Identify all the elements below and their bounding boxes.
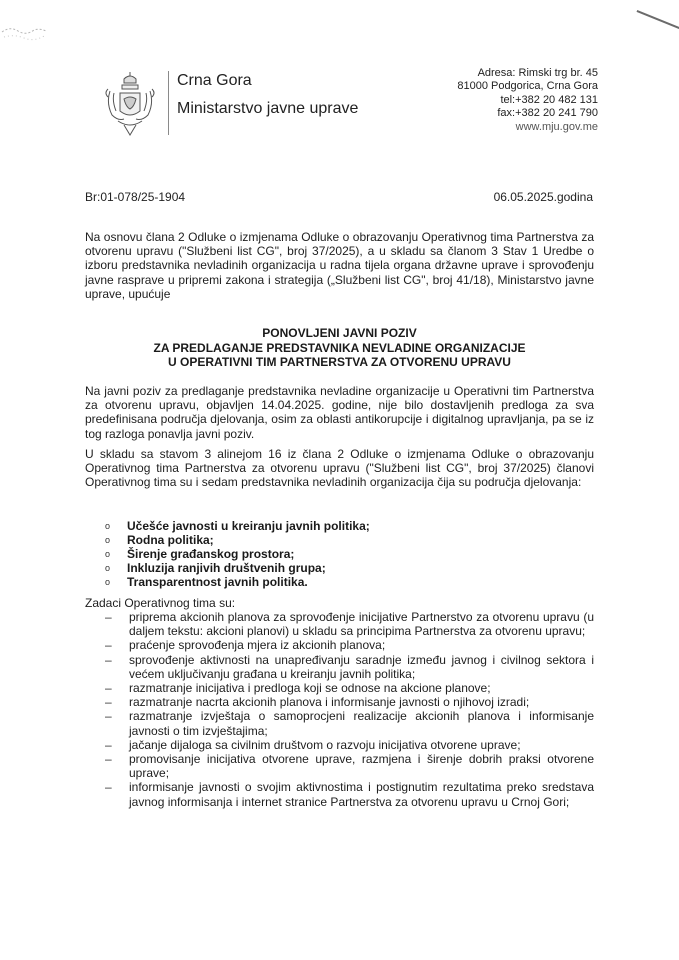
scan-smudge-mark xyxy=(0,22,48,44)
bullet-circle-icon: o xyxy=(105,563,111,573)
list-item: – razmatranje inicijativa i predloga koji se odnose na akcione planove; xyxy=(105,681,491,696)
title-line-3: U OPERATIVNI TIM PARTNERSTVA ZA OTVORENU UPRAVU xyxy=(168,355,511,369)
intro-paragraph: Na osnovu člana 2 Odluke o izmjenama Odluke o obrazovanju Operativnog tima Partnerstva za otvorenu upravu ("Službeni list CG", broj 37/2025), a u skladu sa članom 3 Stav 1 Uredbe o izboru predstavnika nevladinih organizacija u radna tijela organa državne uprave i sprovođenju javne rasprave u pripremi zakona i strategija („Službeni list CG", broj 41/18), Ministarstvo javne uprave, upućuje xyxy=(85,230,594,301)
country-name: Crna Gora xyxy=(177,72,252,89)
bullet-circle-icon: o xyxy=(105,549,111,559)
ministry-name: Ministarstvo javne uprave xyxy=(177,100,359,117)
list-item: o Širenje građanskog prostora; xyxy=(105,547,295,561)
letterhead-logo-block xyxy=(104,67,358,143)
reference-line xyxy=(85,190,593,204)
dash-bullet-icon: – xyxy=(105,752,112,767)
address-line-2: 81000 Podgorica, Crna Gora xyxy=(457,80,598,93)
letterhead-contact-block xyxy=(457,67,598,134)
reference-number: Br:01-078/25-1904 xyxy=(85,190,186,204)
list-item: – praćenje sprovođenja mjera iz akcionih planova; xyxy=(105,638,386,653)
list-item: o Rodna politika; xyxy=(105,533,214,547)
second-paragraph: Na javni poziv za predlaganje predstavnika nevladine organizacije u Operativni tim Partnerstva za otvorenu upravu, objavljen 14.04.2025. godine, nije bilo dostavljenih predloga za sva predefinisana područja djelovanja, osim za oblasti antikorupcije i digitalnog upravljanja, pa se iz tog razloga ponavlja javni poziv. xyxy=(85,384,594,441)
tasks-list xyxy=(105,610,594,809)
dash-bullet-icon: – xyxy=(105,652,112,667)
areas-of-activity-list xyxy=(105,519,370,589)
list-item: – jačanje dijaloga sa civilnim društvom o razvoju inicijativa otvorene uprave; xyxy=(105,737,521,752)
dash-bullet-icon: – xyxy=(105,695,112,710)
document-title xyxy=(85,326,594,370)
list-item: – sprovođenje aktivnosti na unapređivanju saradnje između javnog i civilnog sektora i većem uključivanju građana u kreiranju javnih politika; xyxy=(105,652,594,681)
bullet-circle-icon: o xyxy=(105,535,111,545)
website-link[interactable]: www.mju.gov.me xyxy=(515,120,598,133)
list-item: o Inkluzija ranjivih društvenih grupa; xyxy=(105,561,326,575)
coat-of-arms-icon xyxy=(104,71,156,137)
dash-bullet-icon: – xyxy=(105,638,112,653)
dash-bullet-icon: – xyxy=(105,709,112,724)
bullet-circle-icon: o xyxy=(105,577,111,587)
title-line-2: ZA PREDLAGANJE PREDSTAVNIKA NEVLADINE ORGANIZACIJE xyxy=(153,340,526,355)
scan-corner-line xyxy=(637,10,679,29)
list-item: – razmatranje nacrta akcionih planova i informisanje javnosti o njihovoj izradi; xyxy=(105,695,530,710)
title-line-1: PONOVLJENI JAVNI POZIV xyxy=(262,326,417,340)
list-item: – promovisanje inicijativa otvorene uprave, razmjena i širenje dobrih praksi otvorene uprave; xyxy=(105,752,594,781)
document-date: 06.05.2025.godina xyxy=(493,190,593,204)
list-item: o Učešće javnosti u kreiranju javnih politika; xyxy=(105,519,370,533)
letterhead-divider xyxy=(168,71,169,135)
dash-bullet-icon: – xyxy=(105,737,112,752)
list-item: – razmatranje izvještaja o samoprocjeni realizacije akcionih planova i informisanje javnosti o tim izvještajima; xyxy=(105,709,594,738)
telephone: tel:+382 20 482 131 xyxy=(500,93,598,106)
dash-bullet-icon: – xyxy=(105,780,112,795)
third-paragraph: U skladu sa stavom 3 alinejom 16 iz člana 2 Odluke o izmjenama Odluke o obrazovanju Operativnog tima Partnerstva za otvorenu upravu ("Službeni list CG", broj 37/2025) članovi Operativnog tima su i sedam predstavnika nevladinih organizacija čija su područja djelovanja: xyxy=(85,447,594,490)
address-line-1: Adresa: Rimski trg br. 45 xyxy=(477,67,598,79)
list-item: – informisanje javnosti o svojim aktivnostima i postignutim rezultatima preko sredstava javnog informisanja i internet stranice Partnerstva za otvorenu upravu u Crnoj Gori; xyxy=(105,780,594,809)
bullet-circle-icon: o xyxy=(105,521,111,531)
fax: fax:+382 20 241 790 xyxy=(497,107,598,120)
list-item: o Transparentnost javnih politika. xyxy=(105,575,308,589)
tasks-heading: Zadaci Operativnog tima su: xyxy=(85,596,236,610)
dash-bullet-icon: – xyxy=(105,610,112,624)
list-item: – priprema akcionih planova za sprovođenje inicijative Partnerstvo za otvorenu upravu (u daljem tekstu: akcioni planovi) u skladu sa principima Partnerstva za otvorenu upravu; xyxy=(105,610,594,639)
dash-bullet-icon: – xyxy=(105,681,112,696)
